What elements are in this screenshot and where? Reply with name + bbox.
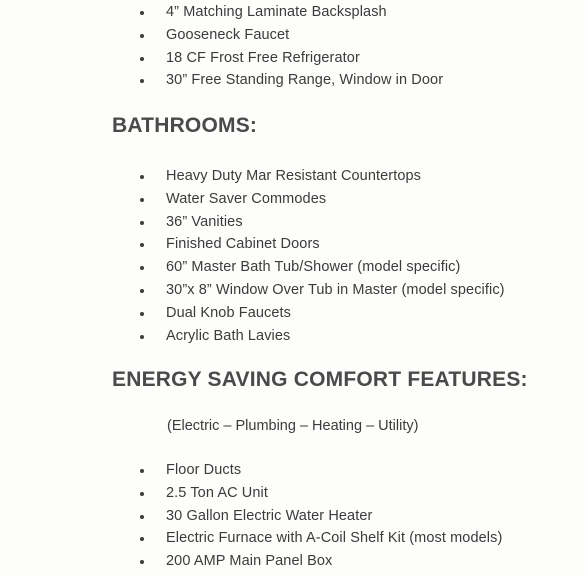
bullet-icon: [140, 492, 144, 496]
bullet-icon: [140, 221, 144, 225]
list-item-text: 30”x 8” Window Over Tub in Master (model specific): [166, 281, 505, 298]
list-item-text: 30” Free Standing Range, Window in Door: [166, 72, 444, 89]
list-item-text: Finished Cabinet Doors: [166, 236, 320, 253]
bullet-icon: [140, 243, 144, 247]
bullet-icon: [140, 289, 144, 293]
bullet-icon: [140, 560, 144, 564]
bullet-icon: [140, 469, 144, 473]
list-item-text: Electric Furnace with A-Coil Shelf Kit (most models): [166, 530, 503, 547]
list-item-text: Acrylic Bath Lavies: [166, 327, 291, 344]
bullet-icon: [140, 335, 144, 339]
list-item-text: Gooseneck Faucet: [166, 26, 290, 43]
list-item-text: Heavy Duty Mar Resistant Countertops: [166, 168, 422, 184]
list-item-text: 18 CF Frost Free Refrigerator: [166, 49, 360, 66]
bullet-icon: [140, 266, 144, 270]
list-item-text: 60” Master Bath Tub/Shower (model specific): [166, 259, 461, 276]
bullet-icon: [140, 198, 144, 202]
bullet-icon: [140, 57, 144, 61]
bullet-icon: [140, 11, 144, 15]
bullet-icon: [140, 175, 144, 179]
bullet-icon: [140, 312, 144, 316]
bullet-icon: [140, 79, 144, 83]
bathrooms-heading: BATHROOMS:: [112, 114, 258, 137]
list-item-text: 36” Vanities: [166, 213, 243, 230]
list-item-text: 30 Gallon Electric Water Heater: [166, 507, 373, 524]
list-item-text: 200 AMP Main Panel Box: [166, 553, 333, 570]
list-item-text: Floor Ducts: [166, 462, 242, 478]
bullet-icon: [140, 34, 144, 38]
list-item-text: 4” Matching Laminate Backsplash: [166, 4, 387, 20]
energy-features-heading: ENERGY SAVING COMFORT FEATURES:: [112, 368, 528, 391]
bullet-icon: [140, 537, 144, 541]
list-item-text: 2.5 Ton AC Unit: [166, 484, 268, 501]
list-item-text: Water Saver Commodes: [166, 190, 327, 207]
energy-categories-note: (Electric – Plumbing – Heating – Utility): [167, 418, 419, 434]
bullet-icon: [140, 515, 144, 519]
list-item-text: Dual Knob Faucets: [166, 304, 292, 321]
